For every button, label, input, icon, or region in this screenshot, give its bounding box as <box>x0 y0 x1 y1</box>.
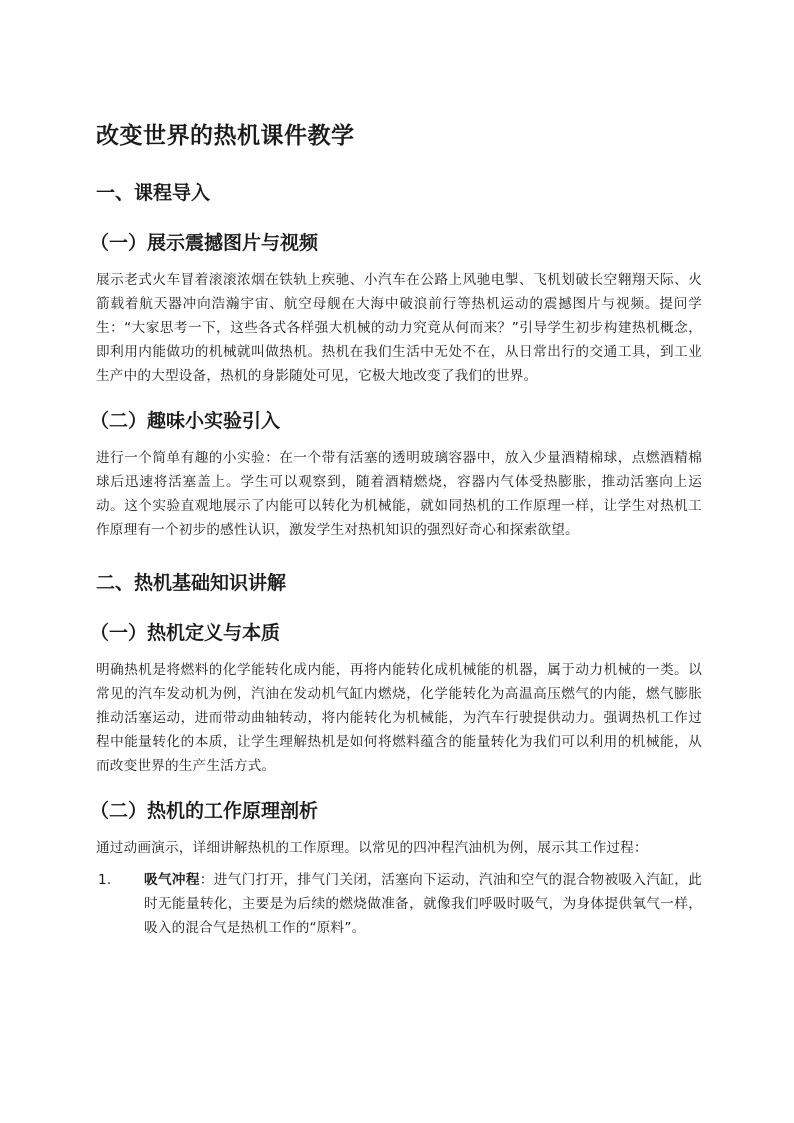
list-item-term: 吸气冲程 <box>144 872 200 888</box>
paragraph-experiment: 进行一个简单有趣的小实验：在一个带有活塞的透明玻璃容器中，放入少量酒精棉球，点燃酒精棉球后迅速将活塞盖上。学生可以观察到，随着酒精燃烧，容器内气体受热膨胀，推动活塞向上运动。这个实验直观地展示了内能可以转化为机械能，就如同热机的工作原理一样，让学生对热机工作原理有一个初步的感性认识，激发学生对热机知识的强烈好奇心和探索欲望。 <box>96 450 702 538</box>
list-item-text: ：进气门打开，排气门关闭，活塞向下运动，汽油和空气的混合物被吸入汽缸，此时无能量转化，主要是为后续的燃烧做准备，就像我们呼吸时吸气，为身体提供氧气一样，吸入的混合气是热机工作的“原料”。 <box>144 872 702 936</box>
subsection-heading-experiment: （二）趣味小实验引入 <box>90 410 281 432</box>
document-page <box>90 118 702 940</box>
subsection-heading-definition: （一）热机定义与本质 <box>90 622 281 644</box>
document-title: 改变世界的热机课件教学 <box>96 123 355 149</box>
section-heading-course-intro: 一、课程导入 <box>96 182 211 204</box>
paragraph-images-videos: 展示老式火车冒着滚滚浓烟在铁轨上疾驰、小汽车在公路上风驰电掣、飞机划破长空翱翔天际、火箭载着航天器冲向浩瀚宇宙、航空母舰在大海中破浪前行等热机运动的震撼图片与视频。提问学生：“大家思考一下，这些各式各样强大机械的动力究竟从何而来？”引导学生初步构建热机概念，即利用内能做功的机械就叫做热机。热机在我们生活中无处不在，从日常出行的交通工具，到工业生产中的大型设备，热机的身影随处可见，它极大地改变了我们的世界。 <box>96 272 702 384</box>
subsection-heading-images-videos: （一）展示震撼图片与视频 <box>90 232 319 254</box>
paragraph-principle: 通过动画演示，详细讲解热机的工作原理。以常见的四冲程汽油机为例，展示其工作过程： <box>96 840 648 856</box>
stroke-list <box>96 868 702 940</box>
list-item-number: 1. <box>98 872 112 888</box>
paragraph-definition: 明确热机是将燃料的化学能转化成内能，再将内能转化成机械能的机器，属于动力机械的一类。以常见的汽车发动机为例，汽油在发动机气缸内燃烧，化学能转化为高温高压燃气的内能，燃气膨胀推动活塞运动，进而带动曲轴转动，将内能转化为机械能，为汽车行驶提供动力。强调热机工作过程中能量转化的本质，让学生理解热机是如何将燃料蕴含的能量转化为我们可以利用的机械能，从而改变世界的生产生活方式。 <box>96 662 702 774</box>
section-heading-basics: 二、热机基础知识讲解 <box>96 572 287 594</box>
subsection-heading-principle: （二）热机的工作原理剖析 <box>90 800 319 822</box>
list-item <box>96 868 702 940</box>
